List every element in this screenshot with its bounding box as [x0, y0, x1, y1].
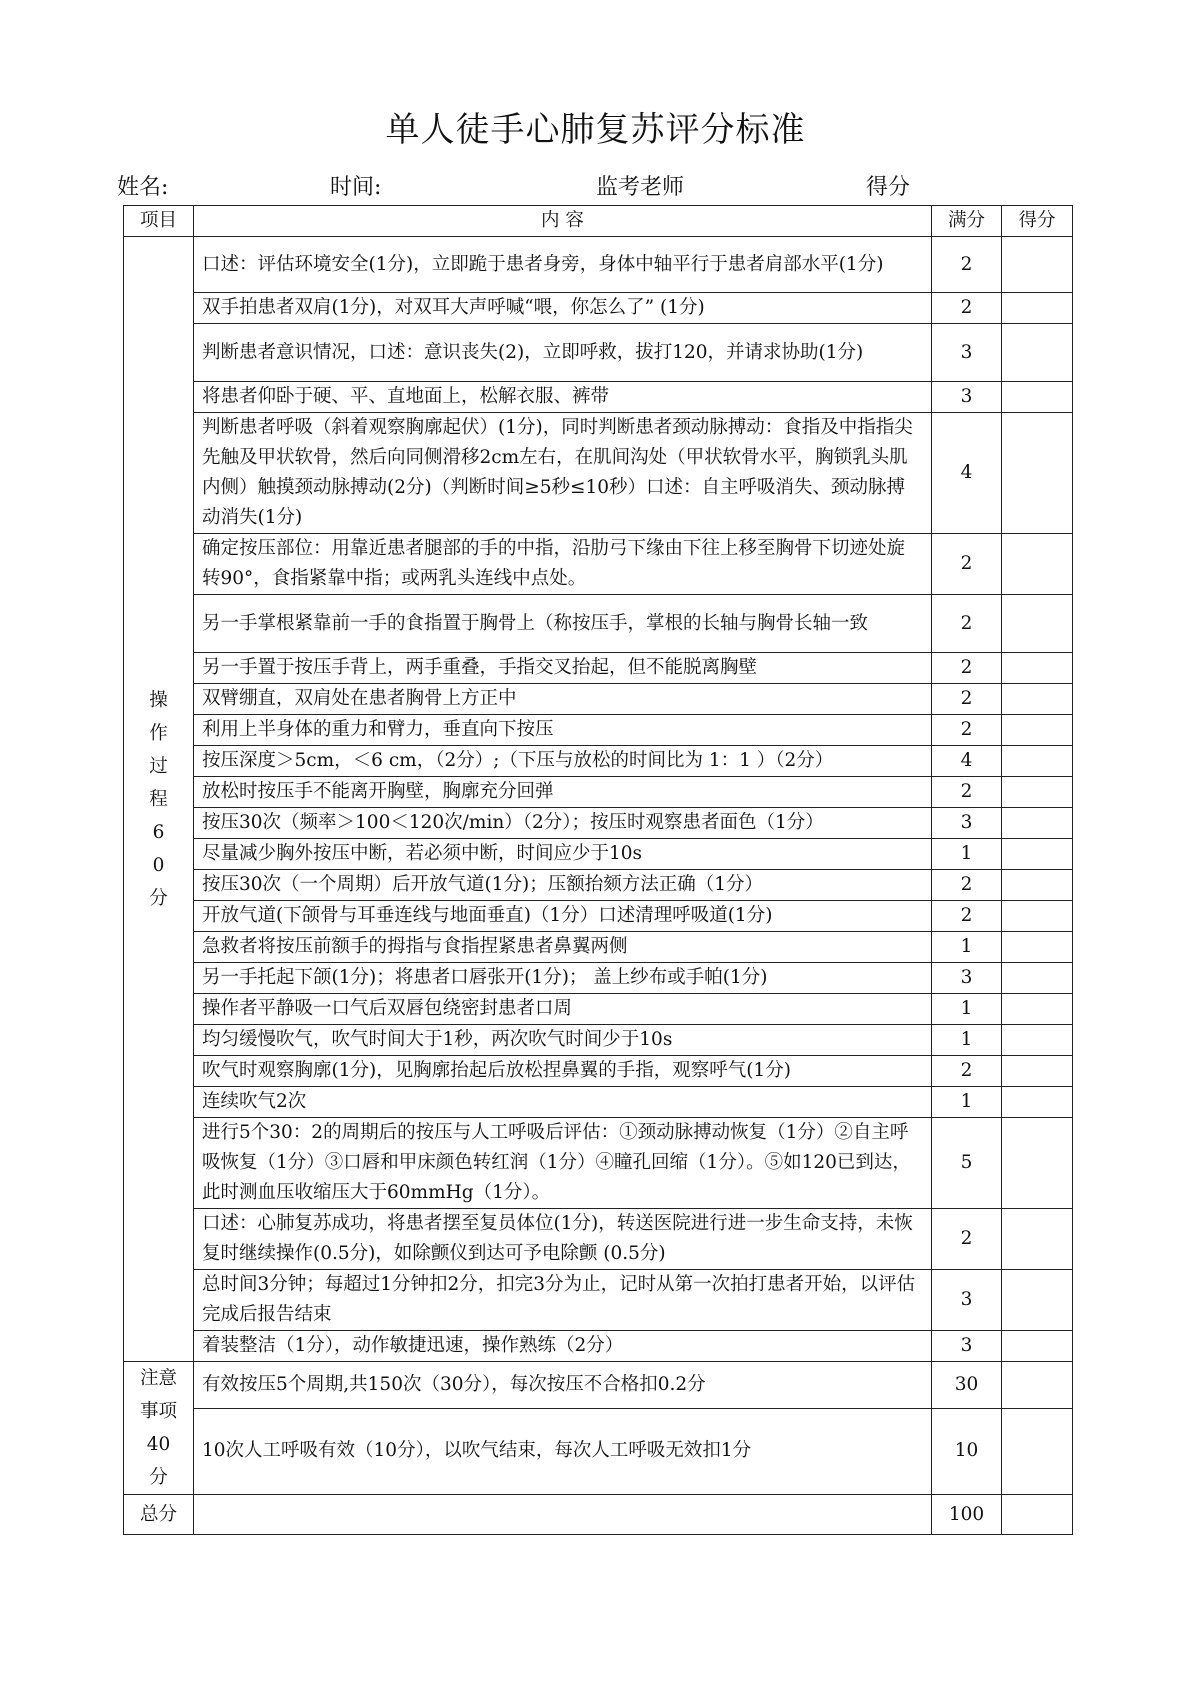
table-row [124, 777, 1073, 808]
table-row [124, 324, 1073, 382]
row-content: 操作者平静吸一口气后双唇包绕密封患者口周 [194, 994, 932, 1025]
row-max-score: 2 [932, 595, 1002, 653]
row-content: 判断患者意识情况，口述：意识丧失(2)，立即呼救，拔打120，并请求协助(1分) [194, 324, 932, 382]
row-max-score: 1 [932, 839, 1002, 870]
row-max-score: 1 [932, 932, 1002, 963]
total-row [124, 1495, 1073, 1535]
row-score-cell[interactable] [1002, 839, 1073, 870]
row-max-score: 3 [932, 963, 1002, 994]
row-score-cell[interactable] [1002, 1408, 1073, 1494]
examiner-label: 监考老师 [596, 175, 685, 200]
table-row [124, 839, 1073, 870]
row-max-score: 2 [932, 1056, 1002, 1087]
row-content: 判断患者呼吸（斜着观察胸廓起伏）(1分)，同时判断患者颈动脉搏动：食指及中指指尖先触及甲状软骨，然后向同侧滑移2cm左右，在肌间沟处（甲状软骨水平，胸锁乳头肌内侧）触摸颈动脉搏动(2分)（判断时间≥5秒≤10秒）口述：自主呼吸消失、颈动脉搏动消失(1分) [194, 413, 932, 534]
table-row [124, 595, 1073, 653]
total-max-score: 100 [932, 1495, 1002, 1535]
table-row [124, 413, 1073, 534]
table-row [124, 1056, 1073, 1087]
row-content: 进行5个30：2的周期后的按压与人工呼吸后评估：①颈动脉搏动恢复（1分）②自主呼吸恢复（1分）③口唇和甲床颜色转红润（1分）④瞳孔回缩（1分）。⑤如120已到达，此时测血压收缩压大于60mmHg（1分）。 [194, 1118, 932, 1209]
table-row [124, 715, 1073, 746]
table-row [124, 1209, 1073, 1270]
table-row [124, 1025, 1073, 1056]
row-content: 另一手置于按压手背上，两手重叠，手指交叉抬起，但不能脱离胸壁 [194, 653, 932, 684]
row-content: 将患者仰卧于硬、平、直地面上，松解衣服、裤带 [194, 382, 932, 413]
row-max-score: 2 [932, 715, 1002, 746]
table-row [124, 237, 1073, 293]
row-score-cell[interactable] [1002, 382, 1073, 413]
row-score-cell[interactable] [1002, 684, 1073, 715]
row-content: 按压30次（一个周期）后开放气道(1分)；压额抬颏方法正确（1分） [194, 870, 932, 901]
table-row [124, 963, 1073, 994]
row-content: 按压深度＞5cm，＜6 cm，（2分）;（下压与放松的时间比为 1：1 ）（2分） [194, 746, 932, 777]
row-content: 有效按压5个周期,共150次（30分），每次按压不合格扣0.2分 [194, 1362, 932, 1409]
row-max-score: 2 [932, 237, 1002, 293]
row-max-score: 5 [932, 1118, 1002, 1209]
row-content: 口述：评估环境安全(1分)，立即跪于患者身旁，身体中轴平行于患者肩部水平(1分) [194, 237, 932, 293]
row-score-cell[interactable] [1002, 901, 1073, 932]
row-content: 按压30次（频率＞100＜120次/min）（2分）；按压时观察患者面色（1分） [194, 808, 932, 839]
table-row [124, 870, 1073, 901]
row-score-cell[interactable] [1002, 293, 1073, 324]
row-score-cell[interactable] [1002, 777, 1073, 808]
row-content: 均匀缓慢吹气，吹气时间大于1秒，两次吹气时间少于10s [194, 1025, 932, 1056]
section2-label-cell [124, 1362, 194, 1495]
row-score-cell[interactable] [1002, 237, 1073, 293]
row-score-cell[interactable] [1002, 324, 1073, 382]
row-score-cell[interactable] [1002, 534, 1073, 595]
row-score-cell[interactable] [1002, 1118, 1073, 1209]
row-score-cell[interactable] [1002, 1087, 1073, 1118]
time-label: 时间: [330, 175, 382, 200]
table-row [124, 808, 1073, 839]
row-score-cell[interactable] [1002, 1362, 1073, 1409]
header-max-score: 满分 [932, 206, 1002, 237]
row-content: 双臂绷直，双肩处在患者胸骨上方正中 [194, 684, 932, 715]
table-row [124, 1362, 1073, 1409]
row-content: 吹气时观察胸廓(1分)，见胸廓抬起后放松捏鼻翼的手指，观察呼气(1分) [194, 1056, 932, 1087]
row-max-score: 3 [932, 324, 1002, 382]
total-label: 总分 [124, 1495, 194, 1535]
table-row [124, 746, 1073, 777]
row-max-score: 3 [932, 1331, 1002, 1362]
row-max-score: 30 [932, 1362, 1002, 1409]
row-max-score: 3 [932, 382, 1002, 413]
row-score-cell[interactable] [1002, 1331, 1073, 1362]
name-label: 姓名: [117, 175, 169, 200]
page-title: 单人徒手心肺复苏评分标准 [385, 110, 806, 150]
row-max-score: 10 [932, 1408, 1002, 1494]
table-row [124, 1087, 1073, 1118]
table-row [124, 534, 1073, 595]
row-max-score: 4 [932, 413, 1002, 534]
table-row [124, 1118, 1073, 1209]
row-max-score: 2 [932, 534, 1002, 595]
row-content: 口述：心肺复苏成功，将患者摆至复员体位(1分)，转送医院进行进一步生命支持，未恢复时继续操作(0.5分)，如除颤仪到达可予电除颤 (0.5分) [194, 1209, 932, 1270]
row-max-score: 3 [932, 1270, 1002, 1331]
table-row [124, 1270, 1073, 1331]
row-max-score: 1 [932, 1087, 1002, 1118]
row-content: 利用上半身体的重力和臂力，垂直向下按压 [194, 715, 932, 746]
header-content: 内 容 [194, 206, 932, 237]
row-max-score: 2 [932, 293, 1002, 324]
row-score-cell[interactable] [1002, 715, 1073, 746]
row-content: 总时间3分钟；每超过1分钟扣2分，扣完3分为止，记时从第一次拍打患者开始，以评估完成后报告结束 [194, 1270, 932, 1331]
table-row [124, 684, 1073, 715]
row-score-cell[interactable] [1002, 1209, 1073, 1270]
row-max-score: 2 [932, 870, 1002, 901]
row-content: 确定按压部位：用靠近患者腿部的手的中指，沿肋弓下缘由下往上移至胸骨下切迹处旋转90°，食指紧靠中指；或两乳头连线中点处。 [194, 534, 932, 595]
row-score-cell[interactable] [1002, 994, 1073, 1025]
row-content: 10次人工呼吸有效（10分），以吹气结束，每次人工呼吸无效扣1分 [194, 1408, 932, 1494]
row-score-cell[interactable] [1002, 932, 1073, 963]
row-max-score: 2 [932, 653, 1002, 684]
row-content: 尽量减少胸外按压中断，若必须中断，时间应少于10s [194, 839, 932, 870]
row-max-score: 2 [932, 684, 1002, 715]
table-row [124, 382, 1073, 413]
table-row [124, 293, 1073, 324]
row-max-score: 1 [932, 994, 1002, 1025]
table-row [124, 653, 1073, 684]
row-score-cell[interactable] [1002, 653, 1073, 684]
table-row [124, 1408, 1073, 1494]
row-score-cell[interactable] [1002, 1025, 1073, 1056]
scoring-table-body [124, 206, 1073, 1535]
total-content [194, 1495, 932, 1535]
row-score-cell[interactable] [1002, 808, 1073, 839]
section1-label: 操作过程60分 [149, 689, 168, 909]
header-item: 项目 [124, 206, 194, 237]
row-content: 双手拍患者双肩(1分)，对双耳大声呼喊“喂，你怎么了” (1分) [194, 293, 932, 324]
total-score-cell[interactable] [1002, 1495, 1073, 1535]
row-score-cell[interactable] [1002, 1270, 1073, 1331]
row-score-cell[interactable] [1002, 595, 1073, 653]
row-score-cell[interactable] [1002, 963, 1073, 994]
row-content: 放松时按压手不能离开胸壁，胸廓充分回弹 [194, 777, 932, 808]
section2-label: 注意事项40分 [139, 1368, 177, 1488]
table-row [124, 932, 1073, 963]
row-content: 开放气道(下颌骨与耳垂连线与地面垂直)（1分）口述清理呼吸道(1分) [194, 901, 932, 932]
row-score-cell[interactable] [1002, 413, 1073, 534]
row-max-score: 1 [932, 1025, 1002, 1056]
table-header-row [124, 206, 1073, 237]
row-max-score: 2 [932, 1209, 1002, 1270]
row-max-score: 3 [932, 808, 1002, 839]
row-score-cell[interactable] [1002, 870, 1073, 901]
row-content: 另一手托起下颌(1分)；将患者口唇张开(1分)； 盖上纱布或手帕(1分) [194, 963, 932, 994]
row-content: 另一手掌根紧靠前一手的食指置于胸骨上（称按压手，掌根的长轴与胸骨长轴一致 [194, 595, 932, 653]
table-row [124, 1331, 1073, 1362]
scoring-table [123, 205, 1073, 1535]
row-score-cell[interactable] [1002, 746, 1073, 777]
row-score-cell[interactable] [1002, 1056, 1073, 1087]
table-row [124, 994, 1073, 1025]
row-content: 着装整洁（1分），动作敏捷迅速，操作熟练（2分） [194, 1331, 932, 1362]
header-score: 得分 [1002, 206, 1073, 237]
row-max-score: 2 [932, 777, 1002, 808]
row-content: 连续吹气2次 [194, 1087, 932, 1118]
score-label: 得分 [866, 175, 911, 200]
row-max-score: 4 [932, 746, 1002, 777]
section1-label-cell [124, 237, 194, 1362]
table-row [124, 901, 1073, 932]
row-max-score: 2 [932, 901, 1002, 932]
row-content: 急救者将按压前额手的拇指与食指捏紧患者鼻翼两侧 [194, 932, 932, 963]
